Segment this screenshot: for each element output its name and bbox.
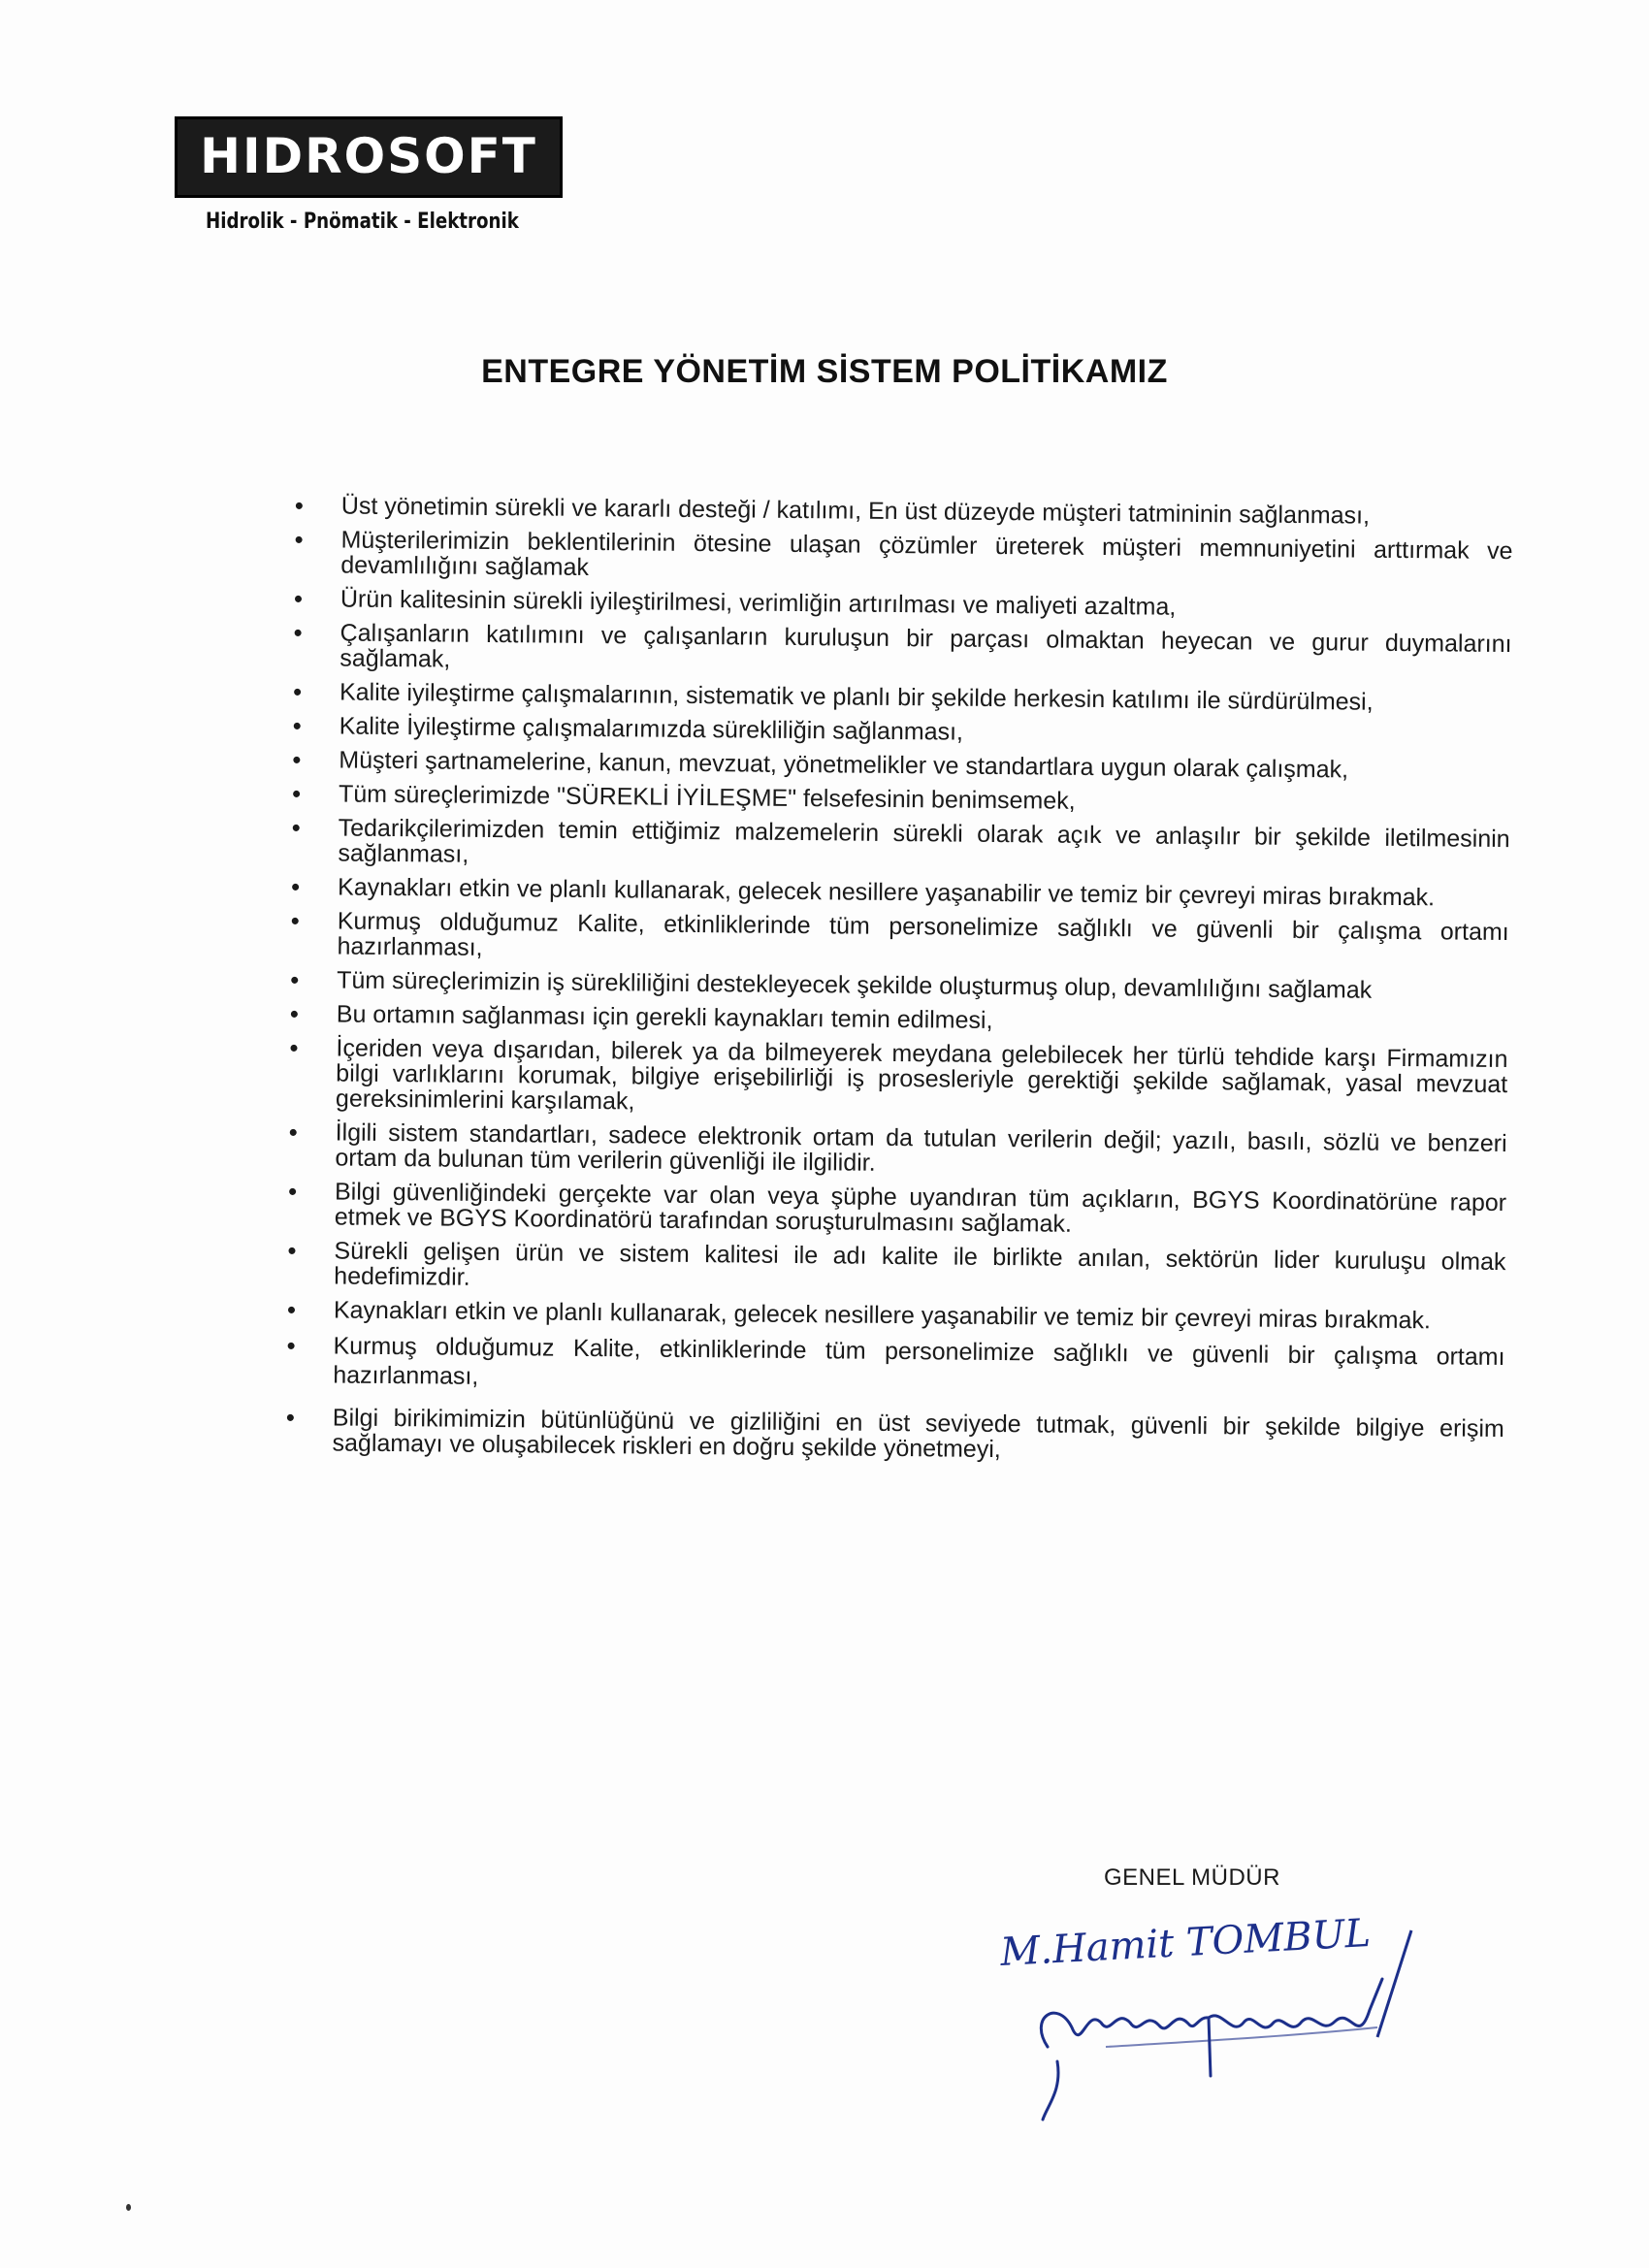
list-item: • Tüm süreçlerimizin iş sürekliliğini destekleyecek şekilde oluşturmuş olup, devamlılığını sağlamak xyxy=(286,967,1508,1004)
list-item: • Tüm süreçlerimizde "SÜREKLİ İYİLEŞME" felsefesinin benimsemek, xyxy=(288,781,1510,818)
list-item: • Kaynakları etkin ve planlı kullanarak, gelecek nesillere yaşanabilir ve temiz bir çevreyi miras bırakmak. xyxy=(287,874,1509,911)
list-item: • Bu ortamın sağlanması için gerekli kaynakları temin edilmesi, xyxy=(286,1001,1508,1038)
list-item: • Bilgi birikimimizin bütünlüğünü ve gizliliğini en üst seviyede tutmak, güvenli bir şekilde bilgiye erişim sağlamayı ve oluşabilecek riskleri en doğru şekilde yönetmeyi, xyxy=(281,1405,1504,1467)
list-item: • Bilgi güvenliğindeki gerçekte var olan veya şüphe uyandıran tüm açıkların, BGYS Koordinatörüne rapor etmek ve BGYS Koordinatörü tarafından soruşturulmasını sağlamak. xyxy=(284,1179,1506,1241)
logo-wordmark-graphic xyxy=(194,128,543,186)
svg-text:M.Hamit TOMBUL: M.Hamit TOMBUL xyxy=(999,1911,1373,1975)
list-item: • Kurmuş olduğumuz Kalite, etkinliklerinde tüm personelimize sağlıklı ve güvenli bir çalışma ortamı hazırlanması, xyxy=(282,1331,1505,1401)
list-item: • Çalışanların katılımını ve çalışanların kuruluşun bir parçası olmaktan heyecan ve gurur duymalarını sağlamak, xyxy=(289,620,1511,682)
list-item: • Müşteri şartnamelerine, kanun, mevzuat, yönetmelikler ve standartlara uygun olarak çalışmak, xyxy=(288,747,1510,784)
list-item: • İçeriden veya dışarıdan, bilerek ya da bilmeyerek meydana gelebilecek her türlü tehdide karşı Firmamızın bilgi varlıklarını korumak, bilgiye erişebilirliği iş prosesleriyle gerektiği şekilde sağlamak, yasal mevzuat gereksinimlerini karşılamak, xyxy=(285,1035,1508,1122)
signatory-role: GENEL MÜDÜR xyxy=(1104,1864,1280,1891)
scan-speck xyxy=(126,2204,131,2211)
list-item: • Kaynakları etkin ve planlı kullanarak, gelecek nesillere yaşanabilir ve temiz bir çevreyi miras bırakmak. xyxy=(283,1297,1505,1334)
list-item: • Müşterilerimizin beklentilerinin ötesine ulaşan çözümler üreterek müşteri memnuniyetini arttırmak ve devamlılığını sağlamak xyxy=(290,527,1512,589)
handwritten-signature xyxy=(989,1901,1436,2124)
list-item: • Sürekli gelişen ürün ve sistem kalitesi ile adı kalite ile birlikte anılan, sektörün lider kuruluşu olmak hedefimizdir. xyxy=(283,1238,1505,1300)
list-item: • Üst yönetimin sürekli ve kararlı desteği / katılımı, En üst düzeyde müşteri tatmininin sağlanması, xyxy=(291,493,1513,530)
page-title: ENTEGRE YÖNETİM SİSTEM POLİTİKAMIZ xyxy=(481,353,1168,390)
logo-wordmark xyxy=(175,116,563,198)
list-item: • Kalite iyileştirme çalışmalarının, sistematik ve planlı bir şekilde herkesin katılımı ile sürdürülmesi, xyxy=(289,679,1511,716)
list-item: • Tedarikçilerimizden temin ettiğimiz malzemelerin sürekli olarak açık ve anlaşılır bir şekilde iletilmesinin sağlanması, xyxy=(287,815,1509,877)
svg-text:HIDROSOFT: HIDROSOFT xyxy=(200,128,537,184)
list-item: • Kurmuş olduğumuz Kalite, etkinliklerinde tüm personelimize sağlıklı ve güvenli bir çalışma ortamı hazırlanması, xyxy=(286,908,1508,970)
policy-list xyxy=(281,493,1513,1475)
list-item: • İlgili sistem standartları, sadece elektronik ortam da tutulan verilerin değil; yazılı, basılı, sözlü ve benzeri ortam da bulunan tüm verilerin güvenliği ile ilgilidir. xyxy=(284,1119,1506,1182)
logo-tagline: Hidrolik - Pnömatik - Elektronik xyxy=(206,210,519,234)
company-logo xyxy=(175,116,563,234)
list-item: • Ürün kalitesinin sürekli iyileştirilmesi, verimliğin artırılması ve maliyeti azaltma, xyxy=(290,586,1512,623)
list-item: • Kalite İyileştirme çalışmalarımızda sürekliliğin sağlanması, xyxy=(289,713,1511,750)
